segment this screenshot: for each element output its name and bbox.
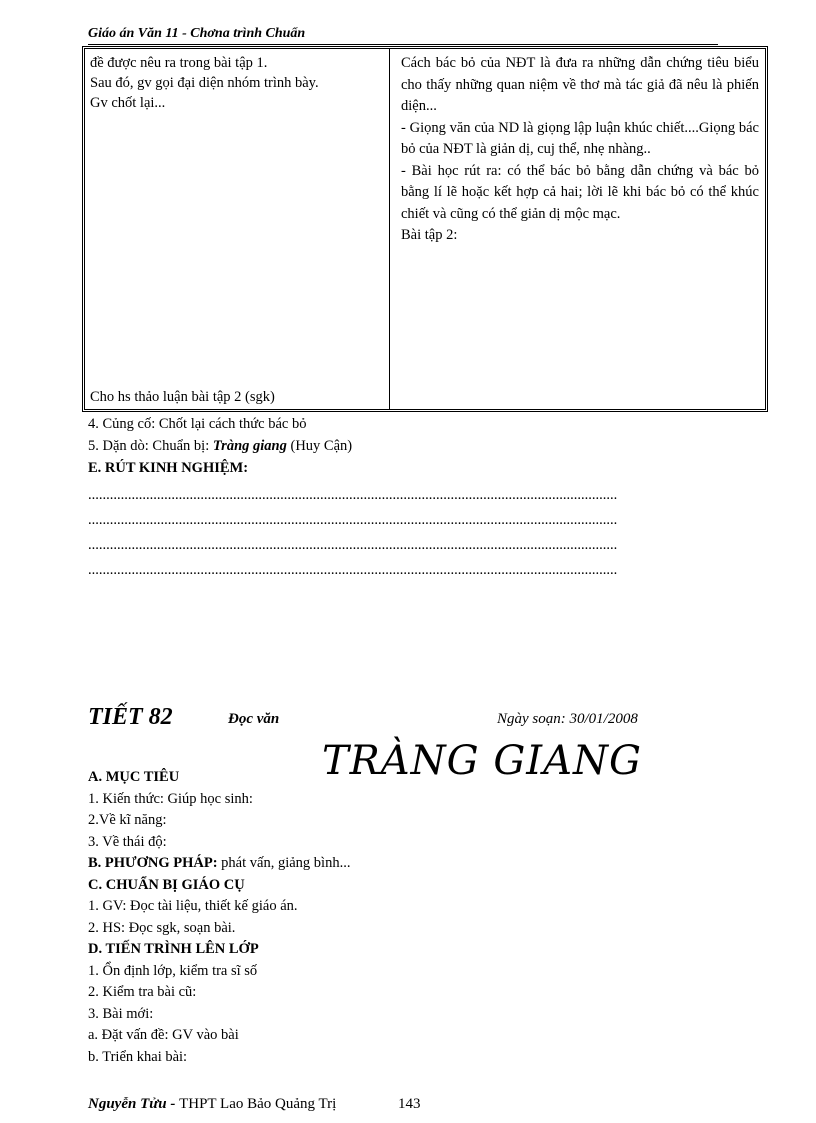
dan-do-line bbox=[88, 435, 352, 457]
dotted-line: .................................................................................................................................................. bbox=[88, 562, 618, 578]
teacher-activity-column bbox=[85, 49, 390, 409]
lesson-type: Đọc văn bbox=[228, 711, 280, 727]
section-line: 1. Kiến thức: Giúp học sinh: bbox=[88, 790, 253, 807]
dan-do-prefix: 5. Dặn dò: Chuẩn bị: bbox=[88, 438, 213, 454]
dan-do-title: Tràng giang bbox=[212, 438, 287, 454]
page-header: Giáo án Văn 11 - Chơna trình Chuẩn bbox=[88, 26, 718, 45]
left-line: đề được nêu ra trong bài tập 1. bbox=[90, 55, 268, 71]
rut-kinh-nghiem-heading: E. RÚT KINH NGHIỆM: bbox=[88, 460, 249, 476]
section-line: 1. Ổn định lớp, kiểm tra sĩ số bbox=[88, 962, 258, 979]
section-line: 2. Kiểm tra bài cũ: bbox=[88, 984, 197, 1000]
lesson-number: TIẾT 82 bbox=[88, 704, 173, 730]
section-b-heading: B. PHƯƠNG PHÁP: bbox=[88, 855, 218, 871]
page-number: 143 bbox=[398, 1096, 421, 1112]
page-footer bbox=[88, 1096, 421, 1113]
right-paragraph: - Giọng văn của ND là giọng lập luận khúc chiết....Giọng bác bỏ của NĐT là giản dị, cuj thể, nhẹ nhàng.. bbox=[401, 119, 759, 157]
section-line: 3. Bài mới: bbox=[88, 1005, 154, 1022]
after-table-block bbox=[88, 413, 352, 479]
right-paragraph: Cách bác bỏ của NĐT là đưa ra những dẫn chứng tiêu biểu cho thấy những quan niệm về thơ mà tác giả đã nêu là phiến diện... bbox=[401, 55, 759, 114]
dotted-line: .................................................................................................................................................. bbox=[88, 512, 618, 528]
right-paragraph: - Bài học rút ra: có thể bác bỏ bằng dẫn chứng và bác bỏ bằng lí lẽ hoặc kết hợp cả hai; lời lẽ khi bác bỏ có thể khúc chiết và cũng có thể giản dị mộc mạc. bbox=[401, 162, 759, 222]
lesson-title: TRÀNG GIANG bbox=[322, 738, 642, 784]
section-line: 3. Về thái độ: bbox=[88, 833, 167, 850]
section-b-text: phát vấn, giảng bình... bbox=[217, 855, 351, 871]
left-line: Gv chốt lại... bbox=[90, 95, 166, 111]
section-line: 2.Về kĩ năng: bbox=[88, 812, 167, 828]
cung-co-line: 4. Củng cố: Chốt lại cách thức bác bỏ bbox=[88, 416, 307, 432]
content-column bbox=[393, 49, 765, 409]
section-line: 2. HS: Đọc sgk, soạn bài. bbox=[88, 919, 236, 936]
dan-do-suffix: (Huy Cận) bbox=[286, 438, 353, 454]
dotted-lines bbox=[88, 483, 728, 583]
section-line: b. Triển khai bài: bbox=[88, 1048, 188, 1065]
dotted-line: .................................................................................................................................................. bbox=[88, 537, 618, 553]
footer-school: THPT Lao Bảo Quảng Trị bbox=[179, 1096, 337, 1112]
dotted-line: .................................................................................................................................................. bbox=[88, 487, 618, 503]
right-paragraph: Bài tập 2: bbox=[401, 227, 458, 243]
section-c-heading: C. CHUẨN BỊ GIÁO CỤ bbox=[88, 876, 245, 893]
section-a-heading: A. MỤC TIÊU bbox=[88, 769, 180, 785]
footer-author: Nguyễn Tửu - bbox=[88, 1096, 180, 1112]
lesson-table bbox=[82, 46, 768, 412]
left-line: Sau đó, gv gọi đại diện nhóm trình bày. bbox=[90, 75, 319, 91]
section-b-line bbox=[88, 853, 350, 875]
prep-date: Ngày soạn: 30/01/2008 bbox=[497, 711, 638, 727]
section-line: 1. GV: Đọc tài liệu, thiết kế giáo án. bbox=[88, 898, 298, 914]
section-d-heading: D. TIẾN TRÌNH LÊN LỚP bbox=[88, 941, 259, 957]
left-bottom-line: Cho hs thảo luận bài tập 2 (sgk) bbox=[90, 389, 275, 405]
lesson-sections bbox=[88, 767, 350, 1068]
section-line: a. Đặt vấn đề: GV vào bài bbox=[88, 1027, 239, 1043]
